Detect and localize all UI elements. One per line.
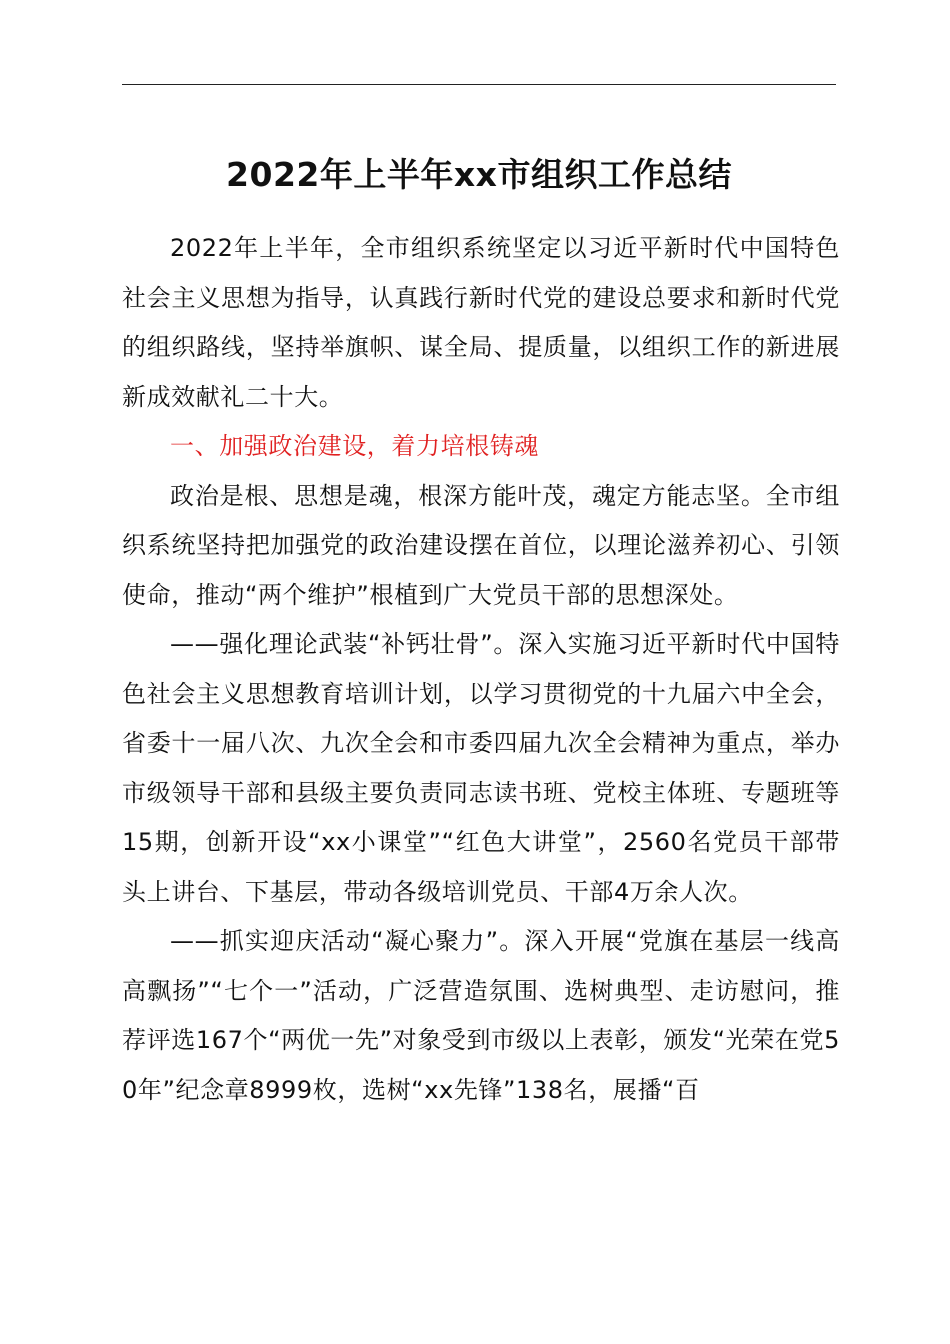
celebration-paragraph: ——抓实迎庆活动“凝心聚力”。深入开展“党旗在基层一线高高飘扬”“七个一”活动，广泛营造氛围、选树典型、走访慰问，推荐评选167个“两优一先”对象受到市级以上表彰，颁发“光荣在党50年”纪念章8999枚，选树“xx先锋”138名，展播“百 — [122, 927, 840, 1104]
section-heading: 一、加强政治建设，着力培根铸魂 — [170, 432, 539, 460]
header-rule — [122, 84, 836, 85]
section-paragraph: 政治是根、思想是魂，根深方能叶茂，魂定方能志坚。全市组织系统坚持把加强党的政治建设摆在首位，以理论滋养初心、引领使命，推动“两个维护”根植到广大党员干部的思想深处。 — [122, 481, 840, 609]
theory-paragraph: ——强化理论武装“补钙壮骨”。深入实施习近平新时代中国特色社会主义思想教育培训计划，以学习贯彻党的十九届六中全会，省委十一届八次、九次全会和市委四届九次全会精神为重点，举办市级领导干部和县级主要负责同志读书班、党校主体班、专题班等15期，创新开设“xx小课堂”“红色大讲堂”，2560名党员干部带头上讲台、下基层，带动各级培训党员、干部4万余人次。 — [122, 630, 840, 906]
intro-paragraph: 2022年上半年，全市组织系统坚定以习近平新时代中国特色社会主义思想为指导，认真践行新时代党的建设总要求和新时代党的组织路线，坚持举旗帜、谋全局、提质量，以组织工作的新进展新成效献礼二十大。 — [122, 234, 840, 411]
document-body — [122, 224, 840, 1115]
document-title: 2022年上半年xx市组织工作总结 — [226, 155, 732, 194]
